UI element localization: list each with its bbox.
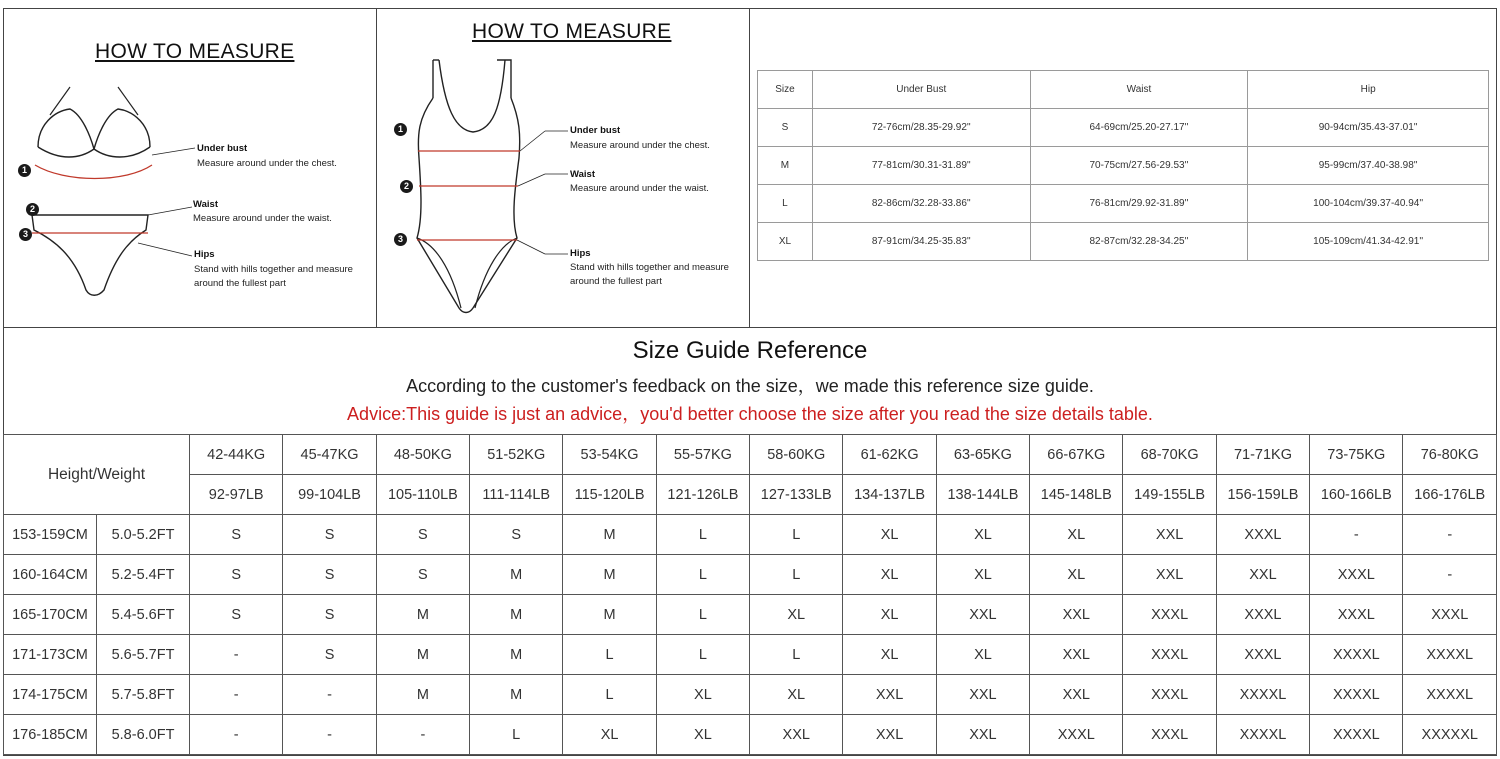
size-reference-cell: S xyxy=(190,555,283,595)
height-cm-cell: 160-164CM xyxy=(4,555,97,595)
size-reference-cell: XXL xyxy=(1216,555,1309,595)
size-reference-cell: XL xyxy=(1030,515,1123,555)
middle-badge-3: 3 xyxy=(394,233,407,246)
size-reference-cell: M xyxy=(376,675,469,715)
weight-kg-header: 66-67KG xyxy=(1030,435,1123,475)
left-badge-2: 2 xyxy=(26,203,39,216)
guide-advice: Advice:This guide is just an advice，you'd better choose the size after you read the size details table. xyxy=(347,404,1153,424)
height-cm-cell: 171-173CM xyxy=(4,635,97,675)
size-reference-cell: XL xyxy=(936,635,1029,675)
divider-left-middle xyxy=(376,8,377,328)
size-cell: S xyxy=(758,109,813,147)
under-bust-cell: 87-91cm/34.25-35.83'' xyxy=(812,223,1030,261)
left-badge-1: 1 xyxy=(18,164,31,177)
hip-cell: 105-109cm/41.34-42.91'' xyxy=(1248,223,1489,261)
left-under-bust-text: Measure around under the chest. xyxy=(197,158,337,169)
left-waist-title: Waist xyxy=(193,199,218,210)
size-cell: XL xyxy=(758,223,813,261)
weight-lb-header: 149-155LB xyxy=(1123,475,1216,515)
height-ft-cell: 5.4-5.6FT xyxy=(97,595,190,635)
size-reference-cell: XL xyxy=(750,595,843,635)
left-waist-text: Measure around under the waist. xyxy=(193,213,332,224)
weight-kg-header: 71-71KG xyxy=(1216,435,1309,475)
size-reference-cell: XXL xyxy=(750,715,843,755)
middle-hips-text-2: around the fullest part xyxy=(570,276,662,287)
size-reference-row xyxy=(4,595,1497,635)
size-reference-cell: L xyxy=(656,635,749,675)
size-reference-cell: M xyxy=(563,595,656,635)
weight-lb-header: 99-104LB xyxy=(283,475,376,515)
size-reference-row xyxy=(4,635,1497,675)
weight-kg-header: 53-54KG xyxy=(563,435,656,475)
size-reference-cell: XL xyxy=(750,675,843,715)
size-reference-cell: XXXL xyxy=(1123,595,1216,635)
height-ft-cell: 5.0-5.2FT xyxy=(97,515,190,555)
size-reference-cell: S xyxy=(376,555,469,595)
height-cm-cell: 153-159CM xyxy=(4,515,97,555)
size-reference-cell: L xyxy=(470,715,563,755)
size-reference-cell: S xyxy=(470,515,563,555)
height-ft-cell: 5.6-5.7FT xyxy=(97,635,190,675)
weight-lb-header: 138-144LB xyxy=(936,475,1029,515)
weight-kg-header: 61-62KG xyxy=(843,435,936,475)
weight-lb-header: 111-114LB xyxy=(470,475,563,515)
middle-under-bust-title: Under bust xyxy=(570,125,621,136)
weight-lb-header: 145-148LB xyxy=(1030,475,1123,515)
left-hips-text-2: around the fullest part xyxy=(194,278,286,289)
middle-waist-title: Waist xyxy=(570,169,595,180)
size-reference-cell: S xyxy=(283,635,376,675)
size-cell: M xyxy=(758,147,813,185)
size-reference-cell: - xyxy=(1403,555,1497,595)
size-table-row xyxy=(758,185,1489,223)
size-reference-cell: XXXXL xyxy=(1403,635,1497,675)
size-reference-cell: - xyxy=(190,635,283,675)
size-reference-cell: S xyxy=(190,515,283,555)
size-reference-cell: XXXL xyxy=(1310,555,1403,595)
size-reference-cell: XXL xyxy=(936,715,1029,755)
middle-waist-text: Measure around under the waist. xyxy=(570,183,709,194)
waist-cell: 70-75cm/27.56-29.53'' xyxy=(1030,147,1248,185)
guide-title: Size Guide Reference xyxy=(632,337,868,364)
weight-kg-header: 48-50KG xyxy=(376,435,469,475)
size-reference-cell: L xyxy=(750,555,843,595)
weight-lb-header: 92-97LB xyxy=(190,475,283,515)
height-ft-cell: 5.7-5.8FT xyxy=(97,675,190,715)
size-reference-cell: S xyxy=(190,595,283,635)
left-badge-3: 3 xyxy=(19,228,32,241)
size-table-row xyxy=(758,109,1489,147)
weight-lb-header: 105-110LB xyxy=(376,475,469,515)
size-reference-row xyxy=(4,515,1497,555)
size-reference-cell: XL xyxy=(656,715,749,755)
size-reference-cell: XL xyxy=(843,595,936,635)
height-cm-cell: 174-175CM xyxy=(4,675,97,715)
height-ft-cell: 5.2-5.4FT xyxy=(97,555,190,595)
size-cell: L xyxy=(758,185,813,223)
size-measurement-table xyxy=(757,70,1489,261)
weight-lb-header: 160-166LB xyxy=(1310,475,1403,515)
under-bust-cell: 82-86cm/32.28-33.86'' xyxy=(812,185,1030,223)
size-reference-cell: M xyxy=(470,675,563,715)
size-reference-cell: XXXL xyxy=(1403,595,1497,635)
weight-lb-header: 121-126LB xyxy=(656,475,749,515)
size-table-header-row xyxy=(758,71,1489,109)
size-reference-cell: XXXL xyxy=(1030,715,1123,755)
weight-kg-header: 42-44KG xyxy=(190,435,283,475)
left-under-bust-title: Under bust xyxy=(197,143,248,154)
size-reference-cell: M xyxy=(470,555,563,595)
size-reference-cell: XXL xyxy=(1123,515,1216,555)
size-reference-cell: XXXL xyxy=(1123,675,1216,715)
weight-lb-header: 156-159LB xyxy=(1216,475,1309,515)
middle-under-bust-text: Measure around under the chest. xyxy=(570,140,710,151)
size-reference-cell: M xyxy=(376,595,469,635)
weight-kg-header: 58-60KG xyxy=(750,435,843,475)
size-reference-cell: XXXXL xyxy=(1310,635,1403,675)
under-bust-cell: 77-81cm/30.31-31.89'' xyxy=(812,147,1030,185)
size-reference-cell: XXL xyxy=(1123,555,1216,595)
size-table-header: Waist xyxy=(1030,71,1248,109)
size-reference-cell: XXL xyxy=(843,675,936,715)
size-reference-cell: XL xyxy=(843,635,936,675)
height-cm-cell: 176-185CM xyxy=(4,715,97,755)
waist-cell: 82-87cm/32.28-34.25'' xyxy=(1030,223,1248,261)
size-reference-cell: XXL xyxy=(936,675,1029,715)
size-reference-cell: XL xyxy=(843,515,936,555)
size-reference-cell: - xyxy=(1310,515,1403,555)
middle-hips-text-1: Stand with hills together and measure xyxy=(570,262,729,273)
size-reference-cell: XL xyxy=(1030,555,1123,595)
size-reference-cell: L xyxy=(656,515,749,555)
middle-panel-title: HOW TO MEASURE xyxy=(472,20,672,43)
middle-badge-2: 2 xyxy=(400,180,413,193)
size-reference-cell: M xyxy=(470,595,563,635)
size-reference-cell: XXXL xyxy=(1310,595,1403,635)
divider-middle-right xyxy=(749,8,750,328)
size-reference-cell: XXL xyxy=(936,595,1029,635)
weight-lb-header: 134-137LB xyxy=(843,475,936,515)
waist-cell: 64-69cm/25.20-27.17'' xyxy=(1030,109,1248,147)
height-weight-label: Height/Weight xyxy=(4,435,190,515)
size-reference-cell: XXXL xyxy=(1216,515,1309,555)
weight-kg-header: 68-70KG xyxy=(1123,435,1216,475)
weight-kg-header: 51-52KG xyxy=(470,435,563,475)
size-reference-cell: L xyxy=(563,675,656,715)
size-table-header: Under Bust xyxy=(812,71,1030,109)
size-reference-cell: XXXXXL xyxy=(1403,715,1497,755)
size-reference-cell: L xyxy=(563,635,656,675)
size-reference-cell: - xyxy=(376,715,469,755)
size-table-row xyxy=(758,223,1489,261)
middle-hips-title: Hips xyxy=(570,248,591,259)
lb-header-row xyxy=(4,475,1497,515)
size-reference-row xyxy=(4,675,1497,715)
swimsuit-illustration xyxy=(405,58,545,318)
size-reference-row xyxy=(4,715,1497,755)
size-reference-cell: - xyxy=(1403,515,1497,555)
divider-top-bottom xyxy=(3,327,1497,328)
size-reference-cell: L xyxy=(750,635,843,675)
size-reference-cell: S xyxy=(283,555,376,595)
size-reference-cell: XXXXL xyxy=(1310,675,1403,715)
size-reference-cell: XXL xyxy=(1030,675,1123,715)
weight-kg-header: 63-65KG xyxy=(936,435,1029,475)
size-reference-cell: XL xyxy=(936,555,1029,595)
size-reference-cell: XXXXL xyxy=(1403,675,1497,715)
size-reference-cell: XXXXL xyxy=(1216,675,1309,715)
size-reference-cell: - xyxy=(190,715,283,755)
weight-kg-header: 76-80KG xyxy=(1403,435,1497,475)
size-reference-cell: XL xyxy=(563,715,656,755)
size-reference-cell: XXXL xyxy=(1216,635,1309,675)
size-reference-cell: XXL xyxy=(1030,595,1123,635)
size-reference-cell: XL xyxy=(843,555,936,595)
size-reference-cell: XL xyxy=(936,515,1029,555)
weight-kg-header: 73-75KG xyxy=(1310,435,1403,475)
size-reference-cell: XL xyxy=(656,675,749,715)
size-table-row xyxy=(758,147,1489,185)
size-reference-cell: XXXXL xyxy=(1310,715,1403,755)
size-reference-cell: M xyxy=(376,635,469,675)
weight-kg-header: 45-47KG xyxy=(283,435,376,475)
size-reference-cell: XXXXL xyxy=(1216,715,1309,755)
weight-kg-header: 55-57KG xyxy=(656,435,749,475)
size-reference-cell: S xyxy=(376,515,469,555)
kg-header-row xyxy=(4,435,1497,475)
size-reference-cell: M xyxy=(470,635,563,675)
size-reference-cell: - xyxy=(283,715,376,755)
size-reference-cell: XXXL xyxy=(1123,715,1216,755)
size-reference-cell: L xyxy=(656,555,749,595)
height-cm-cell: 165-170CM xyxy=(4,595,97,635)
size-reference-cell: - xyxy=(190,675,283,715)
size-reference-cell: XXL xyxy=(843,715,936,755)
hip-cell: 95-99cm/37.40-38.98'' xyxy=(1248,147,1489,185)
left-panel-title: HOW TO MEASURE xyxy=(95,40,295,63)
waist-cell: 76-81cm/29.92-31.89'' xyxy=(1030,185,1248,223)
size-reference-cell: XXXL xyxy=(1216,595,1309,635)
middle-badge-1: 1 xyxy=(394,123,407,136)
size-reference-cell: M xyxy=(563,515,656,555)
size-reference-cell: M xyxy=(563,555,656,595)
weight-lb-header: 127-133LB xyxy=(750,475,843,515)
size-reference-cell: L xyxy=(656,595,749,635)
size-reference-cell: XXXL xyxy=(1123,635,1216,675)
under-bust-cell: 72-76cm/28.35-29.92'' xyxy=(812,109,1030,147)
size-reference-cell: XXL xyxy=(1030,635,1123,675)
weight-lb-header: 166-176LB xyxy=(1403,475,1497,515)
guide-subtitle: According to the customer's feedback on the size，we made this reference size guide. xyxy=(406,376,1094,396)
size-table-header: Hip xyxy=(1248,71,1489,109)
hip-cell: 90-94cm/35.43-37.01'' xyxy=(1248,109,1489,147)
size-reference-table xyxy=(3,434,1497,755)
size-table-header: Size xyxy=(758,71,813,109)
size-reference-cell: L xyxy=(750,515,843,555)
bikini-illustration xyxy=(20,85,180,305)
size-reference-cell: - xyxy=(283,675,376,715)
hip-cell: 100-104cm/39.37-40.94'' xyxy=(1248,185,1489,223)
left-hips-title: Hips xyxy=(194,249,215,260)
left-hips-text-1: Stand with hills together and measure xyxy=(194,264,353,275)
size-reference-cell: S xyxy=(283,595,376,635)
weight-lb-header: 115-120LB xyxy=(563,475,656,515)
size-reference-row xyxy=(4,555,1497,595)
height-ft-cell: 5.8-6.0FT xyxy=(97,715,190,755)
size-reference-cell: S xyxy=(283,515,376,555)
